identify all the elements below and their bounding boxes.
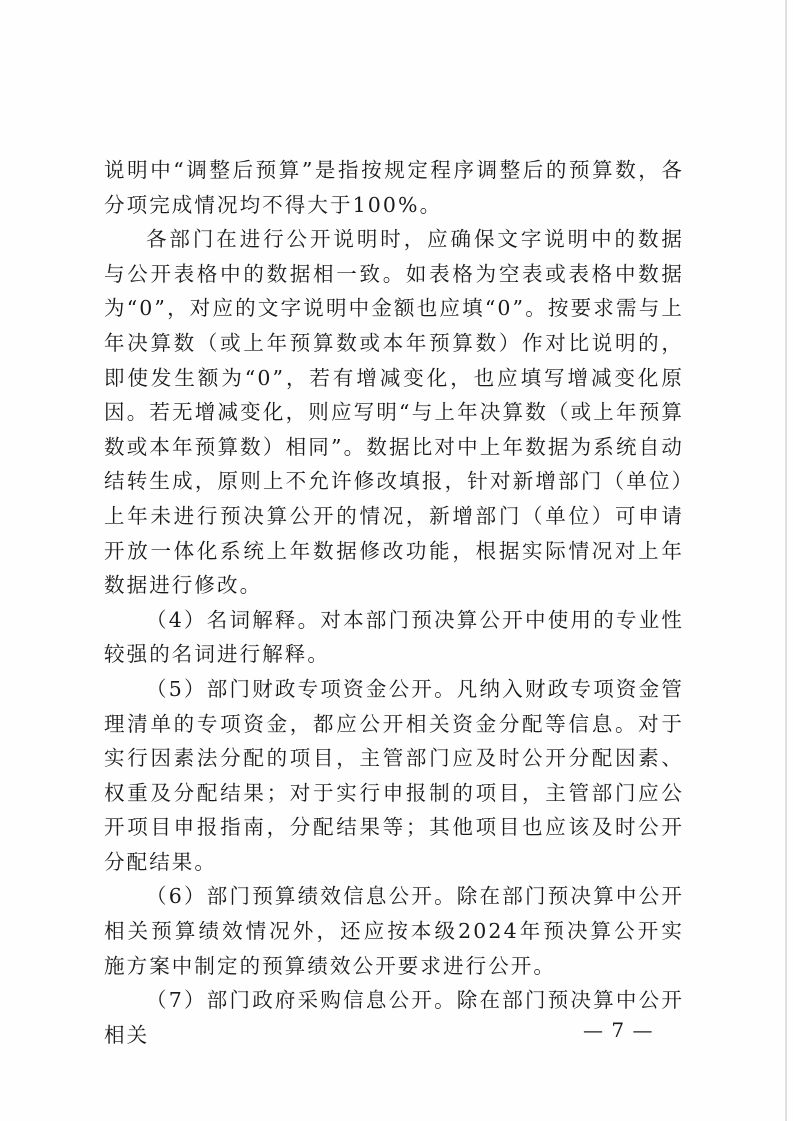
page-edge-shadow: [785, 0, 787, 1121]
paragraph-continuation: 说明中“调整后预算”是指按规定程序调整后的预算数，各分项完成情况均不得大于100%。: [104, 158, 684, 217]
paragraph-item-4-glossary: （4）名词解释。对本部门预决算公开中使用的专业性较强的名词进行解释。: [104, 607, 684, 667]
page-number: — 7 —: [583, 1018, 654, 1042]
paragraph-item-6-performance: （6）部门预算绩效信息公开。除在部门预决算中公开相关预算绩效情况外，还应按本级2024年预决算公开实施方案中制定的预算绩效公开要求进行公开。: [104, 884, 684, 978]
body-text: [104, 153, 684, 1052]
paragraph-item-7-procurement: （7）部门政府采购信息公开。除在部门预决算中公开相关: [104, 988, 684, 1047]
paragraph-disclosure-consistency: 各部门在进行公开说明时，应确保文字说明中的数据与公开表格中的数据相一致。如表格为空表或表格中数据为“0”，对应的文字说明中金额也应填“0”。按要求需与上年决算数（或上年预算数或本年预算数）作对比说明的，即使发生额为“0”，若有增减变化，也应填写增减变化原因。若无增减变化，则应写明“与上年决算数（或上年预算数或本年预算数）相同”。数据比对中上年数据为系统自动结转生成，原则上不允许修改填报，针对新增部门（单位）上年未进行预决算公开的情况，新增部门（单位）可申请开放一体化系统上年数据修改功能，根据实际情况对上年数据进行修改。: [104, 227, 684, 598]
paragraph-item-5-special-funds: （5）部门财政专项资金公开。凡纳入财政专项资金管理清单的专项资金，都应公开相关资金分配等信息。对于实行因素法分配的项目，主管部门应及时公开分配因素、权重及分配结果；对于实行申报制的项目，主管部门应公开项目申报指南，分配结果等；其他项目也应该及时公开分配结果。: [104, 676, 684, 874]
